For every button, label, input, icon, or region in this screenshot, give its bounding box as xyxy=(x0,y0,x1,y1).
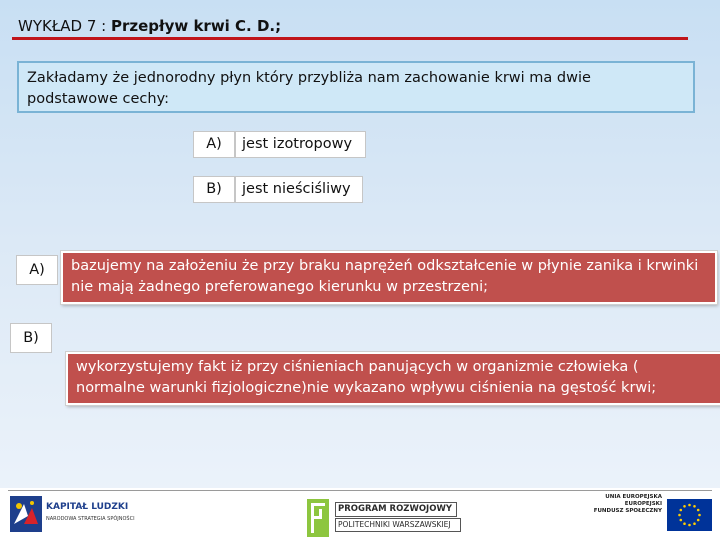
lecture-topic: Przepływ krwi C. D.; xyxy=(110,17,282,35)
kapital-ludzki-name: KAPITAŁ LUDZKI xyxy=(46,502,129,512)
explanation-a-box xyxy=(61,251,717,304)
explanation-a-letter: A) xyxy=(16,255,58,285)
explanation-a-text: bazujemy na założeniu że przy braku naprężeń odkształcenie w płynie zanika i krwinki nie mają żadnego preferowanego kierunku w przestrzeni; xyxy=(71,258,699,295)
kapital-ludzki-icon xyxy=(10,496,42,532)
intro-box xyxy=(17,61,695,113)
title-underline xyxy=(12,37,688,40)
slide-title xyxy=(18,17,281,35)
eu-flag-icon xyxy=(667,499,712,531)
explanation-b-box xyxy=(66,352,720,405)
intro-text: Zakładamy że jednorodny płyn który przybliża nam zachowanie krwi ma dwie podstawowe cechy: xyxy=(27,70,591,107)
explanation-b-text: wykorzystujemy fakt iż przy ciśnieniach panujących w organizmie człowieka ( normalne warunki fizjologiczne)nie wykazano wpływu ciśnienia na gęstość krwi; xyxy=(76,359,657,396)
program-rozwojowy-icon xyxy=(307,499,329,537)
eu-label-line3: FUNDUSZ SPOŁECZNY xyxy=(593,508,662,514)
property-a-letter: A) xyxy=(193,131,235,158)
explanation-b-letter: B) xyxy=(10,323,52,353)
property-b-letter: B) xyxy=(193,176,235,203)
lecture-label: WYKŁAD 7 : xyxy=(18,17,111,35)
property-b-text: jest nieściśliwy xyxy=(235,176,363,203)
eu-label-line1: UNIA EUROPEJSKA xyxy=(605,494,662,500)
property-a-text: jest izotropowy xyxy=(235,131,366,158)
program-rozwojowy-logo xyxy=(307,498,459,538)
eu-social-fund-logo xyxy=(593,494,712,538)
program-rozwojowy-line2: POLITECHNIKI WARSZAWSKIEJ xyxy=(335,518,461,532)
kapital-ludzki-logo xyxy=(10,494,138,538)
eu-label xyxy=(594,494,662,515)
kapital-ludzki-subtitle: NARODOWA STRATEGIA SPÓJNOŚCI xyxy=(46,516,135,522)
program-rozwojowy-line1: PROGRAM ROZWOJOWY xyxy=(335,502,457,517)
eu-label-line2: EUROPEJSKI xyxy=(624,501,662,507)
footer-divider xyxy=(8,490,712,491)
